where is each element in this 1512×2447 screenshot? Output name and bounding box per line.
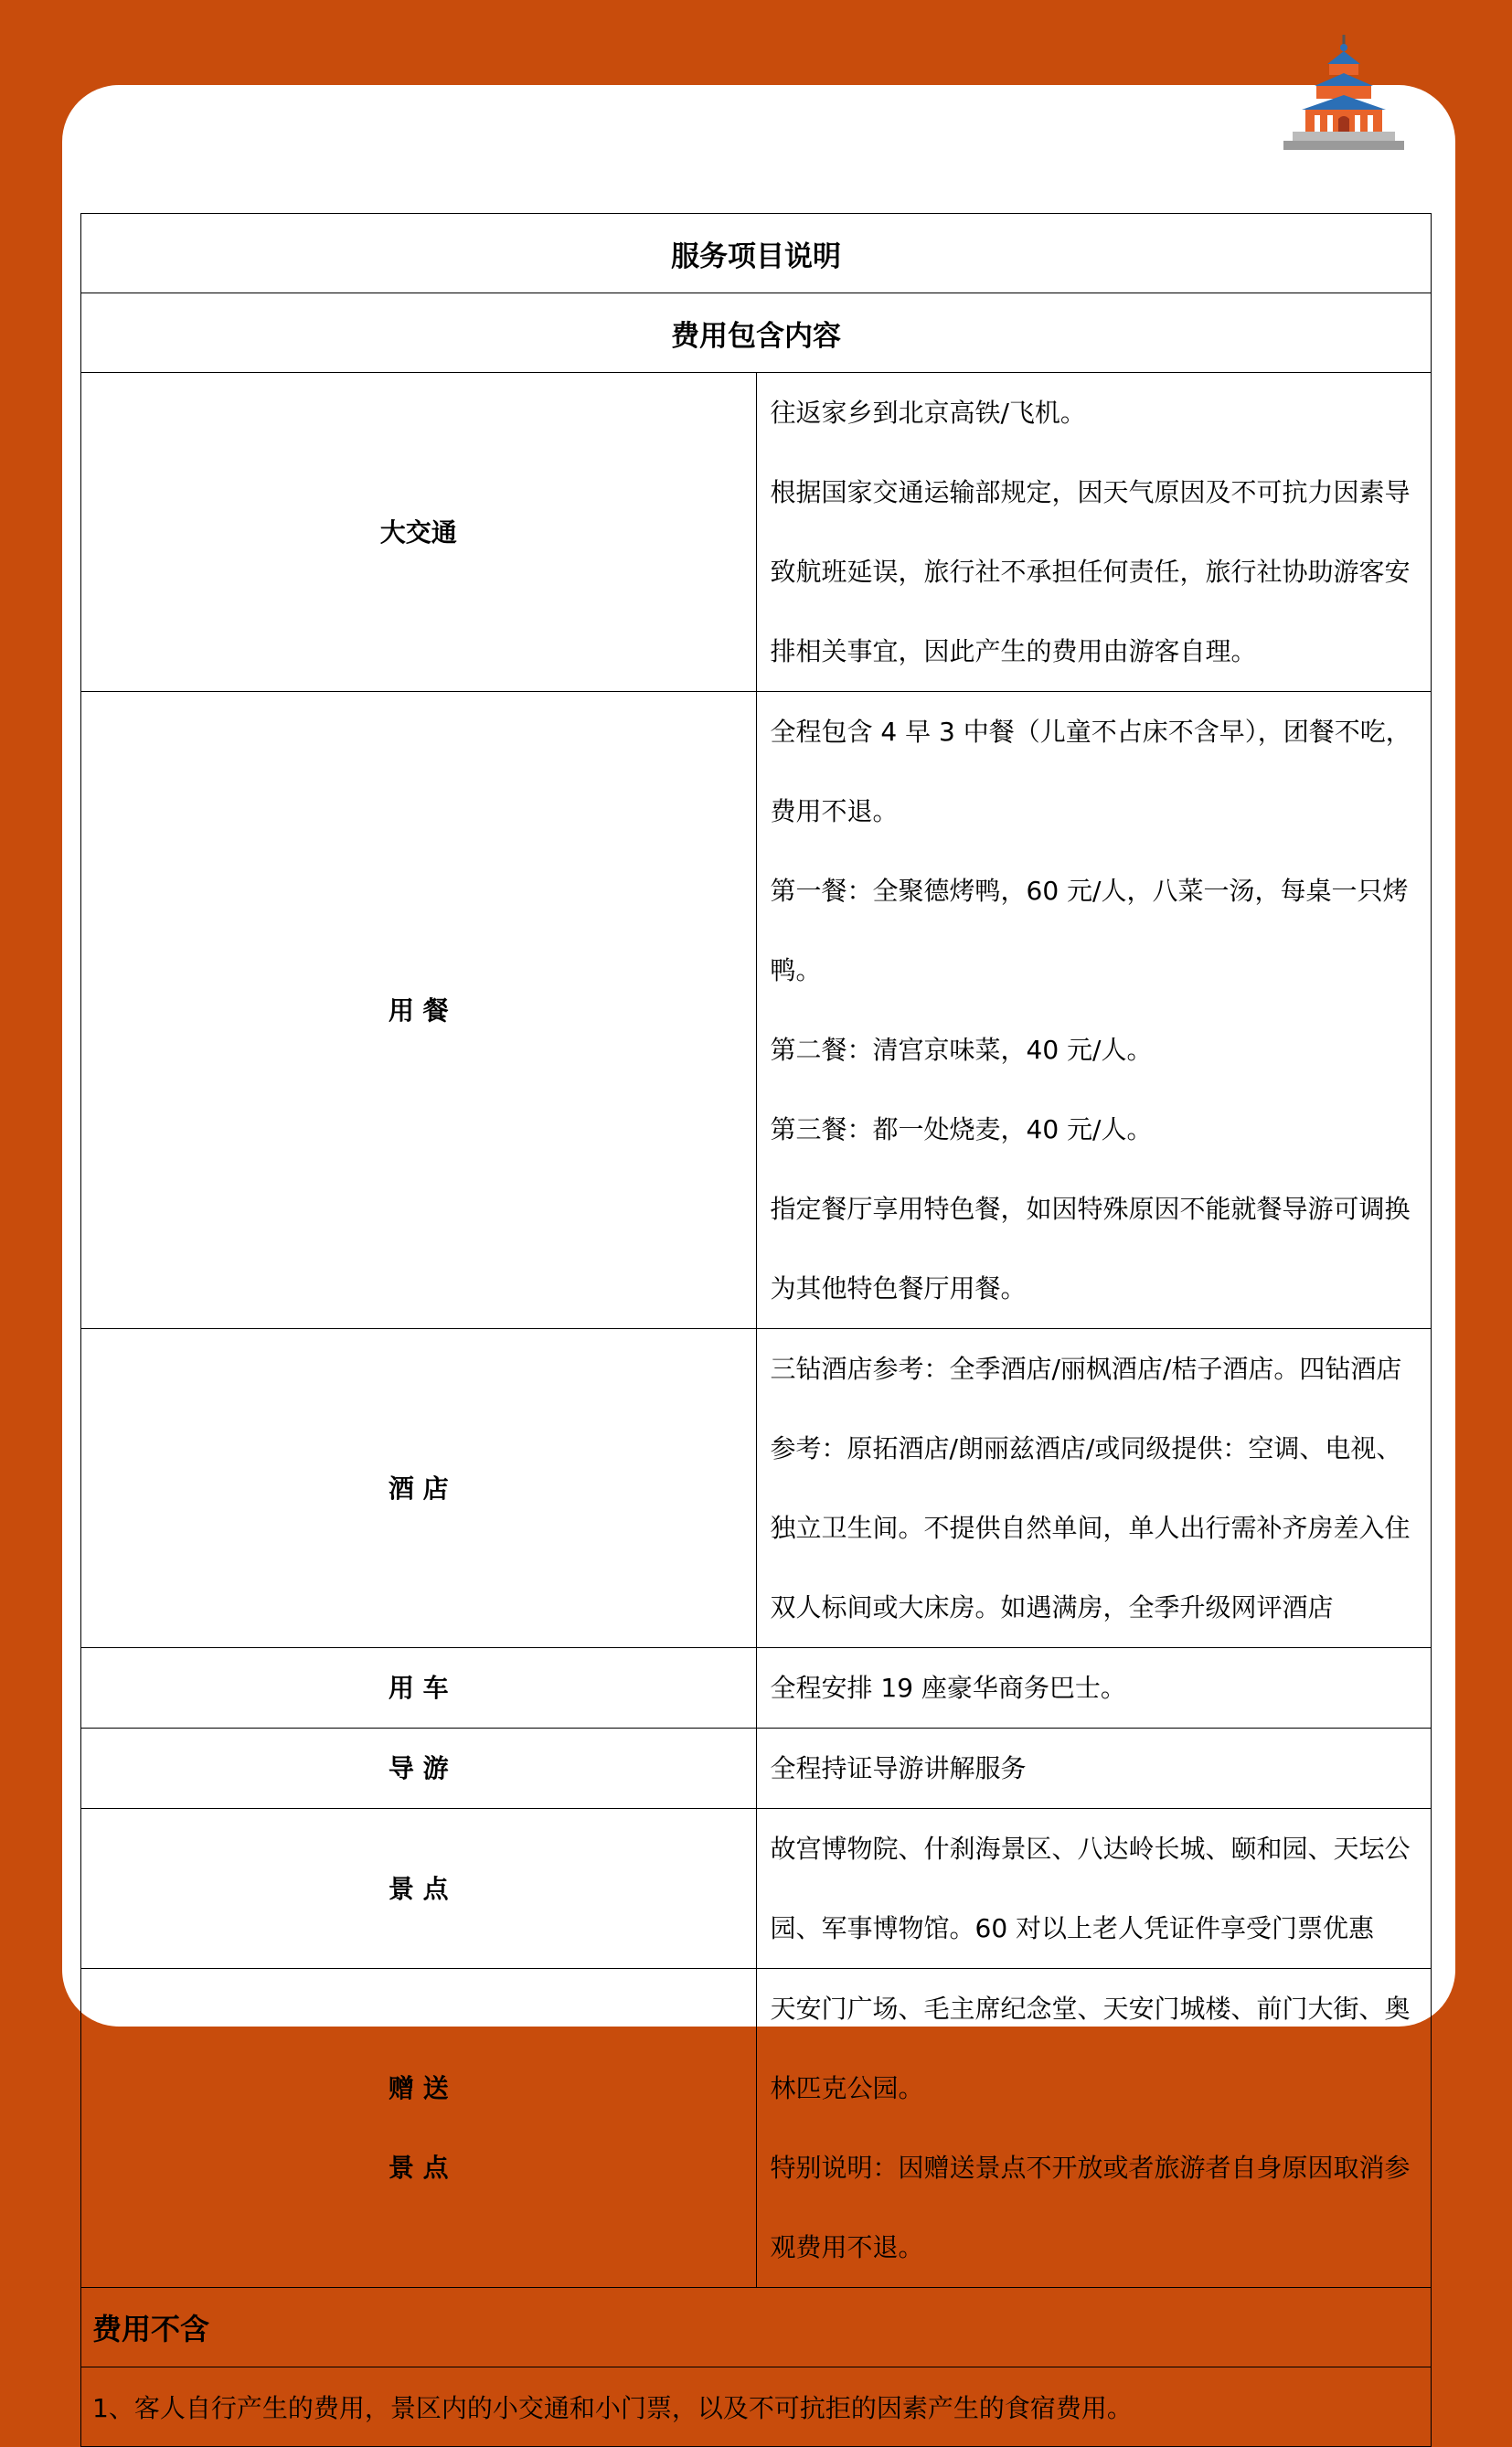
row-content — [756, 1809, 1432, 1969]
row-content — [756, 1729, 1432, 1809]
table-row — [81, 1648, 1432, 1729]
content-line: 故宫博物院、什刹海景区、八达岭长城、颐和园、天坛公园、军事博物馆。60 对以上老人凭证件享受门票优惠 — [770, 1834, 1411, 1943]
content-line: 天安门广场、毛主席纪念堂、天安门城楼、前门大街、奥林匹克公园。 — [770, 1994, 1411, 2103]
row-label-line: 赠 送 — [388, 2073, 449, 2103]
temple-of-heaven-icon — [1280, 33, 1408, 177]
row-label — [81, 1329, 757, 1648]
table-row — [81, 1969, 1432, 2288]
table-title: 服务项目说明 — [81, 214, 1432, 293]
row-label — [81, 1809, 757, 1969]
row-label-text: 景 点 — [388, 1873, 449, 1904]
row-label-text: 用 餐 — [388, 995, 449, 1026]
excluded-item: 1、客人自行产生的费用，景区内的小交通和小门票，以及不可抗拒的因素产生的食宿费用。 — [81, 2367, 1432, 2447]
row-label-text: 导 游 — [388, 1753, 449, 1783]
row-label — [81, 1648, 757, 1729]
content-line: 全程持证导游讲解服务 — [770, 1753, 1027, 1783]
row-label-text: 大交通 — [379, 516, 457, 548]
excluded-row — [81, 2367, 1432, 2447]
row-content — [756, 1648, 1432, 1729]
row-label — [81, 373, 757, 692]
service-table — [80, 213, 1432, 2447]
table-row — [81, 373, 1432, 692]
included-heading-row — [81, 293, 1432, 373]
row-label-text: 酒 店 — [388, 1473, 449, 1504]
content-line: 全程包含 4 早 3 中餐（儿童不占床不含早），团餐不吃，费用不退。 — [770, 717, 1411, 826]
content-line: 特别说明：因赠送景点不开放或者旅游者自身原因取消参观费用不退。 — [770, 2153, 1411, 2262]
content-line: 三钻酒店参考：全季酒店/丽枫酒店/桔子酒店。四钻酒店参考：原拓酒店/朗丽兹酒店/或同级提供：空调、电视、独立卫生间。不提供自然单间，单人出行需补齐房差入住双人标间或大床房。如遇满房，全季升级网评酒店 — [770, 1354, 1411, 1622]
content-line: 往返家乡到北京高铁/飞机。 — [770, 398, 1086, 428]
row-content — [756, 1329, 1432, 1648]
content-line: 第一餐：全聚德烤鸭，60 元/人，八菜一汤，每桌一只烤鸭。 — [770, 876, 1409, 985]
content-line: 全程安排 19 座豪华商务巴士。 — [770, 1673, 1126, 1703]
row-content — [756, 373, 1432, 692]
excluded-heading-row — [81, 2288, 1432, 2367]
table-row — [81, 692, 1432, 1329]
row-label-line: 景 点 — [388, 2153, 449, 2183]
row-label — [81, 1729, 757, 1809]
row-content — [756, 1969, 1432, 2288]
row-content — [756, 692, 1432, 1329]
title-row — [81, 214, 1432, 293]
included-heading: 费用包含内容 — [81, 293, 1432, 373]
row-label-text: 用 车 — [388, 1673, 449, 1703]
row-label — [81, 1969, 757, 2288]
table-row — [81, 1809, 1432, 1969]
content-line: 根据国家交通运输部规定，因天气原因及不可抗力因素导致航班延误，旅行社不承担任何责任，旅行社协助游客安排相关事宜，因此产生的费用由游客自理。 — [770, 477, 1411, 666]
content-line: 指定餐厅享用特色餐，如因特殊原因不能就餐导游可调换为其他特色餐厅用餐。 — [770, 1194, 1411, 1303]
table-row — [81, 1729, 1432, 1809]
row-label — [81, 692, 757, 1329]
content-line: 第三餐：都一处烧麦，40 元/人。 — [770, 1114, 1153, 1144]
excluded-heading: 费用不含 — [81, 2288, 1432, 2367]
table-row — [81, 1329, 1432, 1648]
content-line: 第二餐：清宫京味菜，40 元/人。 — [770, 1035, 1153, 1065]
